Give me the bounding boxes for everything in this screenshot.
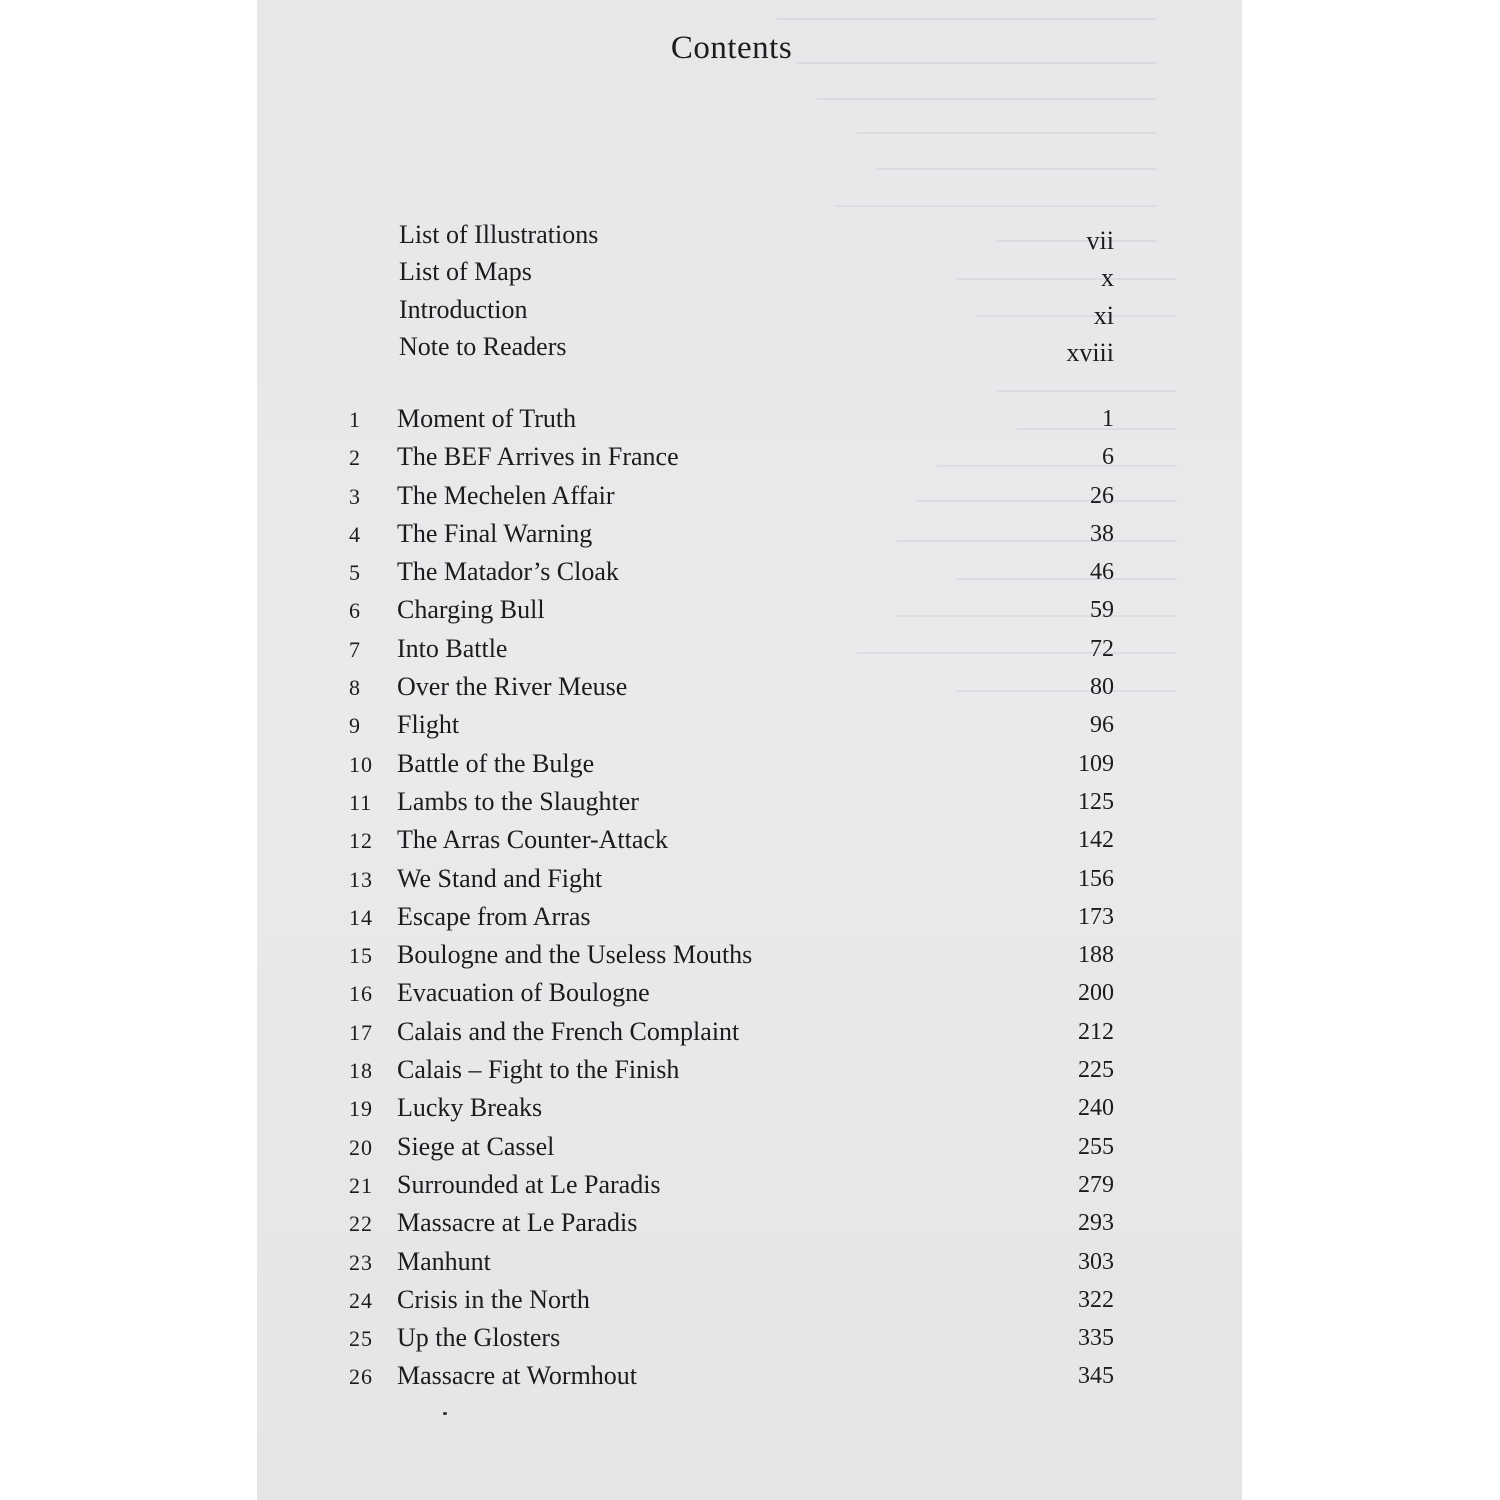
chapter-title: Calais – Fight to the Finish: [397, 1055, 680, 1085]
chapter-page: 345: [1078, 1363, 1114, 1390]
chapter-number: 24: [349, 1287, 373, 1313]
chapter-title: Over the River Meuse: [397, 672, 628, 702]
chapter-row: [349, 710, 1114, 748]
chapter-row: [349, 1132, 1114, 1170]
chapter-page: 38: [1090, 520, 1114, 547]
chapter-title: Up the Glosters: [397, 1323, 561, 1353]
chapter-page: 72: [1090, 635, 1114, 662]
chapter-row: [349, 442, 1114, 480]
chapter-title: Surrounded at Le Paradis: [397, 1169, 661, 1199]
chapter-row: [349, 1361, 1114, 1399]
chapter-title: Lambs to the Slaughter: [397, 786, 639, 816]
chapter-title: The BEF Arrives in France: [397, 442, 679, 472]
chapter-page: 225: [1078, 1057, 1114, 1084]
book-page: [257, 0, 1242, 1500]
chapter-number: 23: [349, 1249, 373, 1275]
chapter-page: 200: [1078, 980, 1114, 1007]
chapter-title: Flight: [397, 710, 460, 740]
chapter-number: 1: [349, 407, 361, 432]
chapter-row: [349, 864, 1114, 902]
chapter-row: [349, 1017, 1114, 1055]
chapter-page: 26: [1090, 482, 1114, 509]
chapter-number: 7: [349, 636, 361, 662]
chapter-title: Charging Bull: [397, 595, 545, 625]
chapter-title: The Arras Counter-Attack: [397, 825, 668, 855]
chapter-row: [349, 1055, 1114, 1093]
chapter-title: Manhunt: [397, 1246, 491, 1276]
chapter-row: [349, 825, 1114, 863]
chapter-page: 240: [1078, 1095, 1114, 1122]
chapter-number: 13: [349, 866, 373, 892]
chapter-title: Boulogne and the Useless Mouths: [397, 940, 753, 970]
chapter-title: Evacuation of Boulogne: [397, 978, 650, 1008]
chapter-page: 96: [1090, 712, 1114, 739]
chapter-title: Lucky Breaks: [397, 1093, 543, 1123]
front-matter-page: vii: [1086, 226, 1114, 255]
chapter-number: 9: [349, 713, 361, 739]
chapter-row: [349, 672, 1114, 710]
chapter-page: 212: [1078, 1018, 1114, 1045]
front-matter-label: List of Maps: [399, 257, 532, 287]
front-matter-page: x: [1101, 263, 1114, 293]
chapter-page: 255: [1078, 1133, 1114, 1160]
front-matter-label: Introduction: [399, 294, 528, 324]
chapter-page: 188: [1078, 942, 1114, 969]
chapter-title: The Matador’s Cloak: [397, 557, 619, 587]
chapter-row: [349, 519, 1114, 557]
chapter-title: Moment of Truth: [397, 404, 577, 433]
chapter-row: [349, 1247, 1114, 1285]
chapter-title: Calais and the French Complaint: [397, 1016, 740, 1046]
chapter-page: 173: [1078, 903, 1114, 930]
front-matter-page: xi: [1093, 300, 1114, 330]
chapter-number: 21: [349, 1172, 373, 1198]
chapter-row: [349, 595, 1114, 633]
chapter-number: 11: [349, 789, 373, 815]
chapter-number: 12: [349, 828, 373, 854]
chapter-page: 125: [1078, 788, 1114, 815]
chapter-number: 2: [349, 445, 361, 471]
chapter-number: 20: [349, 1134, 373, 1160]
chapter-title: Battle of the Bulge: [397, 748, 595, 778]
chapter-row: [349, 557, 1114, 595]
chapter-title: Into Battle: [397, 633, 508, 663]
chapter-page: 303: [1078, 1248, 1114, 1275]
front-matter-item: [399, 220, 1114, 257]
chapter-page: 142: [1078, 827, 1114, 854]
chapter-page: 156: [1078, 865, 1114, 892]
chapter-row: [349, 978, 1114, 1016]
chapter-number: 14: [349, 904, 373, 930]
chapter-page: 335: [1078, 1325, 1114, 1352]
chapter-number: 26: [349, 1364, 373, 1390]
chapter-row: [349, 940, 1114, 978]
front-matter-label: List of Illustrations: [399, 220, 599, 249]
chapter-row: [349, 481, 1114, 519]
chapter-number: 4: [349, 521, 361, 547]
ink-speck: [443, 1412, 447, 1415]
chapter-title: Massacre at Le Paradis: [397, 1208, 638, 1238]
chapter-number: 22: [349, 1211, 373, 1237]
chapter-title: We Stand and Fight: [397, 863, 603, 893]
chapter-number: 19: [349, 1096, 373, 1122]
chapter-page: 1: [1102, 406, 1114, 432]
chapter-row: [349, 1208, 1114, 1246]
chapter-number: 10: [349, 751, 373, 777]
chapter-page: 80: [1090, 674, 1114, 701]
chapter-number: 8: [349, 675, 361, 701]
front-matter-page: xviii: [1066, 337, 1114, 367]
chapter-row: [349, 1093, 1114, 1131]
chapter-title: The Mechelen Affair: [397, 480, 615, 510]
chapter-page: 109: [1078, 750, 1114, 777]
page-title: Contents: [670, 30, 793, 66]
chapter-row: [349, 749, 1114, 787]
chapter-page: 46: [1090, 559, 1114, 586]
chapter-number: 18: [349, 1058, 373, 1084]
chapter-page: 322: [1078, 1286, 1114, 1313]
front-matter-item: [399, 295, 1114, 332]
front-matter-list: [399, 220, 1114, 369]
chapter-list: [349, 404, 1114, 1400]
chapter-title: Siege at Cassel: [397, 1131, 555, 1161]
chapter-row: [349, 1285, 1114, 1323]
chapter-title: Crisis in the North: [397, 1284, 590, 1314]
chapter-title: Escape from Arras: [397, 901, 591, 931]
chapter-row: [349, 634, 1114, 672]
chapter-title: The Final Warning: [397, 518, 593, 548]
chapter-title: Massacre at Wormhout: [397, 1361, 638, 1391]
chapter-row: [349, 902, 1114, 940]
chapter-row: [349, 1170, 1114, 1208]
chapter-number: 6: [349, 598, 361, 624]
chapter-row: [349, 1323, 1114, 1361]
chapter-row: [349, 787, 1114, 825]
chapter-page: 279: [1078, 1171, 1114, 1198]
chapter-number: 15: [349, 943, 373, 969]
chapter-number: 25: [349, 1326, 373, 1352]
front-matter-item: [399, 257, 1114, 294]
front-matter-label: Note to Readers: [399, 331, 567, 361]
chapter-row: [349, 404, 1114, 442]
chapter-number: 17: [349, 1019, 373, 1045]
chapter-page: 293: [1078, 1210, 1114, 1237]
chapter-number: 5: [349, 560, 361, 586]
front-matter-item: [399, 332, 1114, 369]
chapter-number: 16: [349, 981, 373, 1007]
chapter-number: 3: [349, 483, 361, 509]
chapter-page: 59: [1090, 597, 1114, 624]
chapter-page: 6: [1102, 444, 1114, 471]
